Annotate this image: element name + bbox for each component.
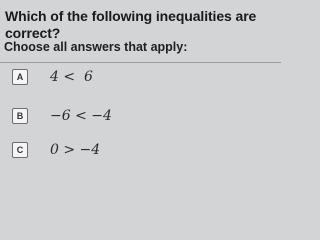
question-text: Which of the following inequalities are correct? <box>5 8 257 41</box>
option-letter-box: C <box>12 142 28 158</box>
option-a-text: 4 < 6 <box>50 69 93 85</box>
option-c[interactable] <box>12 140 277 162</box>
option-letter-box: A <box>12 69 28 85</box>
option-b-text: −6 < −4 <box>50 108 112 124</box>
option-c-text: 0 > −4 <box>50 142 101 158</box>
divider <box>0 62 281 63</box>
option-b[interactable] <box>12 106 277 128</box>
option-a[interactable] <box>12 67 277 89</box>
instruction-text: Choose all answers that apply: <box>4 40 188 54</box>
option-letter-box: B <box>12 108 28 124</box>
